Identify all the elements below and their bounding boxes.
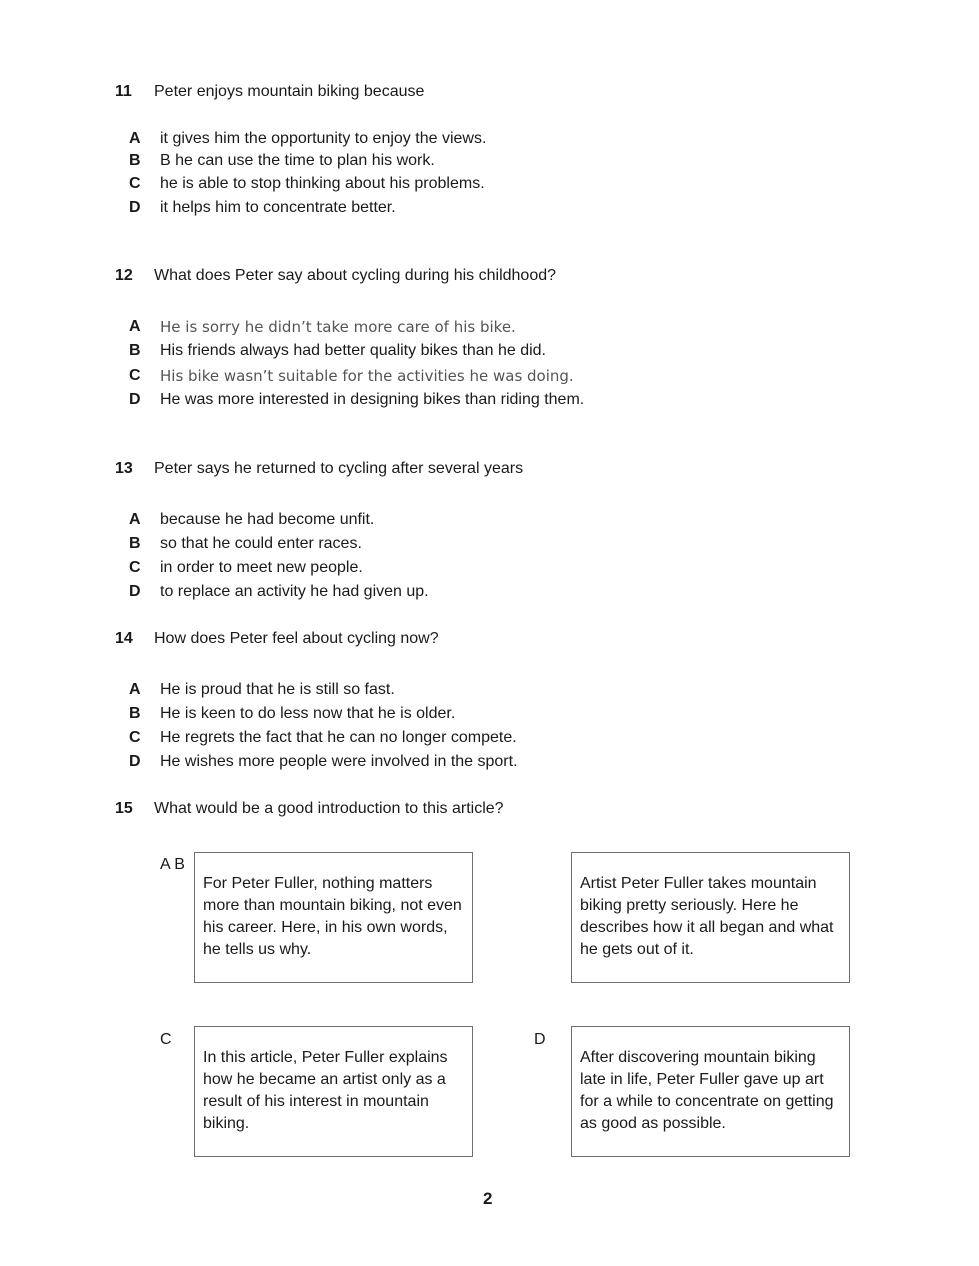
question-11-option-d-text: it helps him to concentrate better. [160,199,396,216]
question-13-option-d-letter: D [129,583,141,600]
question-13-option-c-text: in order to meet new people. [160,559,363,576]
page-number: 2 [483,1189,493,1208]
question-14-option-c-letter: C [129,729,141,746]
question-13-option-b-text: so that he could enter races. [160,535,362,552]
question-14-option-d-letter: D [129,753,141,770]
question-11-option-d-letter: D [129,199,141,216]
question-11-number: 11 [115,83,132,100]
introduction-box-a: For Peter Fuller, nothing matters more than mountain biking, not even his career. Here, in his own words, he tells us why. [194,852,473,983]
question-13-option-a-letter: A [129,511,141,528]
question-15-text: What would be a good introduction to this article? [154,800,504,817]
question-14-option-a-text: He is proud that he is still so fast. [160,681,395,698]
question-12-option-a-letter: A [129,318,141,335]
question-12-option-c-letter: C [129,367,141,384]
question-14-option-b-letter: B [129,705,141,722]
question-13-option-b-letter: B [129,535,141,552]
box-label-c: C [160,1031,172,1048]
question-11-option-b-text: B he can use the time to plan his work. [160,152,435,169]
question-13-option-d-text: to replace an activity he had given up. [160,583,429,600]
question-11-option-b-letter: B [129,152,141,169]
question-12-option-a-text: He is sorry he didn’t take more care of his bike. [160,318,516,336]
question-13-number: 13 [115,460,133,477]
question-11-option-a-letter: A [129,130,141,147]
question-11-option-c-letter: C [129,175,141,192]
question-12-text: What does Peter say about cycling during his childhood? [154,267,557,284]
question-15-number: 15 [115,800,133,817]
question-14-option-a-letter: A [129,681,141,698]
introduction-box-b: Artist Peter Fuller takes mountain biking pretty seriously. Here he describes how it all began and what he gets out of it. [571,852,850,983]
question-14-text: How does Peter feel about cycling now? [154,630,439,647]
question-14-number: 14 [115,630,133,647]
question-12-option-d-text: He was more interested in designing bikes than riding them. [160,391,585,408]
question-13-text: Peter says he returned to cycling after several years [154,460,524,477]
question-12-option-b-text: His friends always had better quality bikes than he did. [160,342,546,359]
question-12-option-b-letter: B [129,342,141,359]
question-11-option-c-text: he is able to stop thinking about his problems. [160,175,485,192]
question-14-option-b-text: He is keen to do less now that he is older. [160,705,456,722]
question-12-number: 12 [115,267,133,284]
question-13-option-a-text: because he had become unfit. [160,511,375,528]
question-14-option-c-text: He regrets the fact that he can no longer compete. [160,729,517,746]
question-11-option-a-text: it gives him the opportunity to enjoy the views. [160,130,487,147]
question-11-text: Peter enjoys mountain biking because [154,83,425,100]
question-12-option-d-letter: D [129,391,141,408]
introduction-box-c: In this article, Peter Fuller explains how he became an artist only as a result of his interest in mountain biking. [194,1026,473,1157]
introduction-box-d: After discovering mountain biking late in life, Peter Fuller gave up art for a while to concentrate on getting as good as possible. [571,1026,850,1157]
box-label-a-b: A B [160,856,185,873]
question-13-option-c-letter: C [129,559,141,576]
question-12-option-c-text: His bike wasn’t suitable for the activities he was doing. [160,367,574,385]
box-label-d: D [534,1031,546,1048]
question-14-option-d-text: He wishes more people were involved in the sport. [160,753,518,770]
